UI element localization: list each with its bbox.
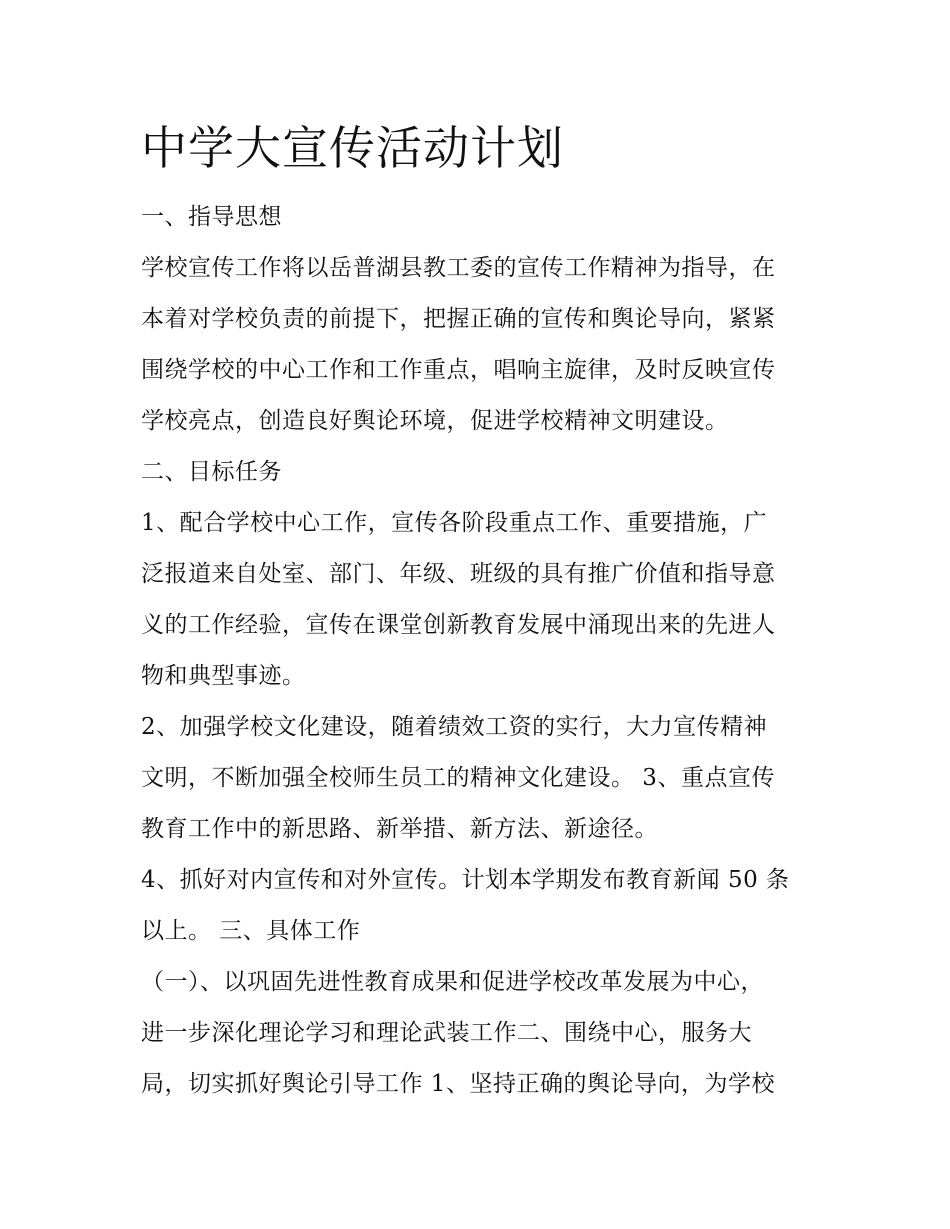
document-text [141, 192, 813, 1110]
text-line: 以上。 三、具体工作 [141, 918, 361, 944]
text-line: 2、加强学校文化建设，随着绩效工资的实行，大力宣传精神 [141, 714, 768, 740]
section-heading-goals-tasks: 二、目标任务 [141, 459, 282, 485]
text-line: 本着对学校负责的前提下，把握正确的宣传和舆论导向，紧紧 [141, 306, 776, 332]
text-line: 围绕学校的中心工作和工作重点，唱响主旋律，及时反映宣传 [141, 357, 776, 383]
text-line: 1、配合学校中心工作，宣传各阶段重点工作、重要措施，广 [141, 510, 768, 536]
text-line: 泛报道来自处室、部门、年级、班级的具有推广价值和指导意 [141, 561, 776, 587]
text-line: 进一步深化理论学习和理论武装工作二、围绕中心，服务大 [141, 1020, 752, 1046]
document-body [141, 118, 813, 1110]
text-line: 局，切实抓好舆论引导工作 1、坚持正确的舆论导向，为学校 [141, 1071, 775, 1097]
text-line: 文明，不断加强全校师生员工的精神文化建设。 3、重点宣传 [141, 765, 775, 791]
text-line: 义的工作经验，宣传在课堂创新教育发展中涌现出来的先进人 [141, 612, 776, 638]
text-line: 学校亮点，创造良好舆论环境，促进学校精神文明建设。 [141, 408, 729, 434]
text-line: 学校宣传工作将以岳普湖县教工委的宣传工作精神为指导，在 [141, 255, 776, 281]
text-line: 物和典型事迹。 [141, 663, 306, 689]
text-line: 教育工作中的新思路、新举措、新方法、新途径。 [141, 816, 658, 842]
text-line: 4、抓好对内宣传和对外宣传。计划本学期发布教育新闻 50 条 [141, 867, 790, 893]
document-title: 中学大宣传活动计划 [141, 121, 564, 175]
section-heading-guiding-ideology: 一、指导思想 [141, 204, 282, 230]
text-line: （一）、以巩固先进性教育成果和促进学校改革发展为中心， [141, 969, 764, 995]
